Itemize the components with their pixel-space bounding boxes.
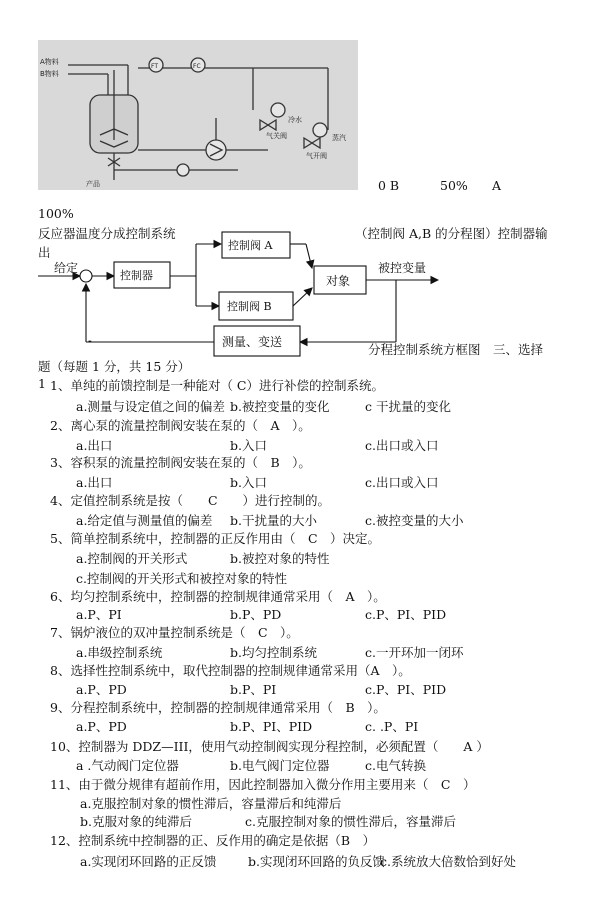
question-text: 8、选择性控制系统中，取代控制器的控制规律通常采用（A ）。 [50, 663, 411, 678]
question-text: 1、单纯的前馈控制是一种能对（ C）进行补偿的控制系统。 [50, 378, 384, 393]
option-b: b.入口 [230, 475, 267, 490]
question-text: 3、容积泵的流量控制阀安装在泵的（ B ）。 [50, 455, 311, 470]
option-a: a.测量与设定值之间的偏差 [76, 399, 225, 414]
caption-right: （控制阀 A,B 的分程图）控制器输 [355, 226, 548, 241]
caption-cont: 出 [38, 245, 51, 260]
option-a: a.出口 [76, 438, 113, 453]
question-text: 9、分程控制系统中，控制器的控制规律通常采用（ B ）。 [50, 700, 386, 715]
option-b: b.干扰量的大小 [230, 513, 317, 528]
photo-label-steam: 蒸汽 [332, 134, 346, 142]
option-c: c.系统放大倍数恰到好处 [380, 854, 516, 869]
valve-b-block: 控制阀 B [227, 300, 272, 313]
photo-label-a: A物料 [40, 58, 59, 66]
controller-block: 控制器 [120, 269, 153, 282]
caption-left: 反应器温度分成控制系统 [38, 226, 176, 241]
option-c: c.克服控制对象的惯性滞后，容量滞后 [245, 814, 456, 829]
option-b: b.P、PI [230, 682, 277, 697]
question-text: 11、由于微分规律有超前作用，因此控制器加入微分作用主要用来（ C ） [50, 777, 476, 792]
option-b: b.入口 [230, 438, 267, 453]
diagram-caption: 分程控制系统方框图 三、选择 [368, 342, 544, 357]
photo-label-air-open: 气开阀 [306, 152, 327, 160]
question-text: 12、控制系统中控制器的正、反作用的确定是依据（B ） [50, 833, 376, 848]
option-a: a.给定值与测量值的偏差 [76, 513, 213, 528]
option-a: a.串级控制系统 [76, 645, 163, 660]
minus-sign: - [88, 334, 92, 347]
split-hundred: 100% [38, 206, 74, 221]
split-a: A [492, 178, 502, 193]
option-c: c.被控变量的大小 [365, 513, 464, 528]
question-text: 4、定值控制系统是按（ C ）进行控制的。 [50, 493, 331, 508]
option-c: c. .P、PI [365, 719, 419, 734]
option-c: c 干扰量的变化 [365, 399, 451, 414]
option-a: a.P、PD [76, 682, 127, 697]
valve-a-block: 控制阀 A [228, 239, 273, 252]
option-b: b.电气阀门定位器 [230, 758, 330, 773]
option-b: b.克服对象的纯滞后 [80, 814, 192, 829]
question-text: 7、锅炉液位的双冲量控制系统是（ C ）。 [50, 625, 299, 640]
option-c: c.P、PI、PID [365, 607, 447, 622]
photo-label-air-close: 气关阀 [266, 132, 287, 140]
option-c: c.P、PI、PID [365, 682, 447, 697]
option-b: b.P、PI、PID [230, 719, 313, 734]
split-fifty: 50% [440, 178, 468, 193]
option-c: c.电气转换 [365, 758, 426, 773]
option-c: c.一开环加一闭环 [365, 645, 464, 660]
process-photo [38, 40, 358, 190]
option-b: b.被控变量的变化 [230, 399, 330, 414]
option-b: b.均匀控制系统 [230, 645, 317, 660]
option-a: a.P、PI [76, 607, 122, 622]
option-a: a.克服控制对象的惯性滞后，容量滞后和纯滞后 [80, 796, 342, 811]
option-a: a.P、PD [76, 719, 127, 734]
option-a: a.控制阀的开关形式 [76, 551, 188, 566]
option-b: b.P、PD [230, 607, 282, 622]
option-a: a .气动阀门定位器 [76, 758, 179, 773]
question-text: 5、简单控制系统中，控制器的正反作用由（ C ）决定。 [50, 531, 381, 546]
option-a: a.实现闭环回路的正反馈 [80, 854, 217, 869]
option-c: c.出口或入口 [365, 475, 439, 490]
photo-label-ft: FT [151, 63, 159, 70]
feedback-block: 测量、变送 [222, 335, 283, 349]
option-b: b.实现闭环回路的负反馈 [248, 854, 385, 869]
setpoint-label: 给定 [54, 261, 79, 275]
option-a: a.出口 [76, 475, 113, 490]
page-mark: 1 [38, 376, 46, 391]
question-text: 6、均匀控制系统中，控制器的控制规律通常采用（ A ）。 [50, 589, 386, 604]
output-label: 被控变量 [378, 261, 427, 275]
photo-label-fc: FC [193, 63, 201, 70]
option-b: b.被控对象的特性 [230, 551, 330, 566]
question-text: 10、控制器为 DDZ—III，使用气动控制阀实现分程控制，必须配置（ A ） [50, 739, 489, 754]
photo-label-product: 产品 [86, 180, 100, 188]
option-c: c.出口或入口 [365, 438, 439, 453]
photo-label-cold-water: 冷水 [288, 116, 302, 124]
split-zero: 0 B [378, 178, 400, 193]
object-block: 对象 [326, 274, 351, 288]
section-title: 题（每题 1 分，共 15 分） [38, 359, 191, 374]
option-c: c.控制阀的开关形式和被控对象的特性 [76, 571, 287, 586]
question-text: 2、离心泵的流量控制阀安装在泵的（ A ）。 [50, 418, 311, 433]
photo-label-b: B物料 [40, 70, 59, 78]
